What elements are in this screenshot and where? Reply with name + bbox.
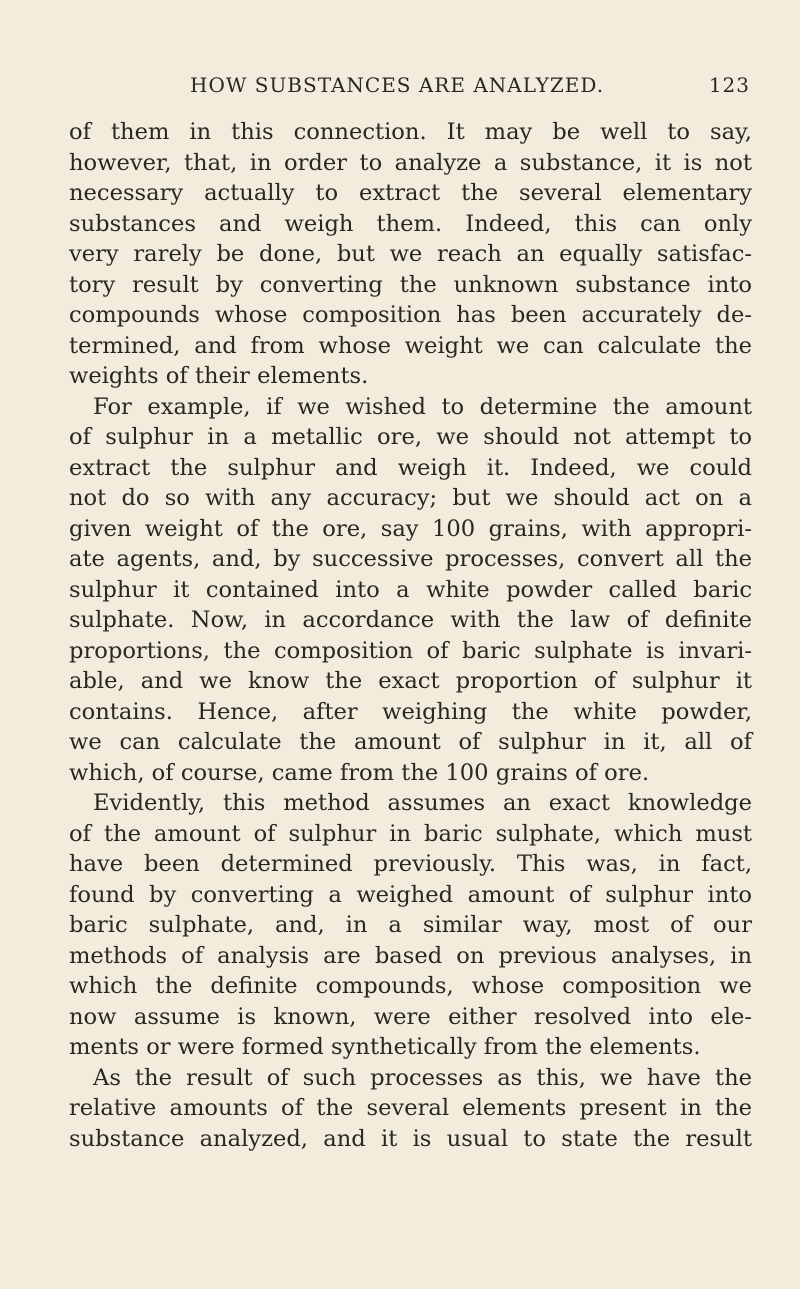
text-line: substance analyzed, and it is usual to state the result — [69, 1125, 752, 1152]
text-line: ments or were formed synthetically from the elements. — [69, 1034, 701, 1060]
text-line: baric sulphate, and, in a similar way, most of our — [69, 912, 752, 938]
text-line: of the amount of sulphur in baric sulphate, which must — [69, 820, 752, 847]
text-line: For example, if we wished to determine the amount — [93, 393, 752, 420]
text-line: very rarely be done, but we reach an equally satisfac- — [69, 241, 752, 267]
text-line: however, that, in order to analyze a substance, it is not — [69, 149, 752, 176]
text-line: we can calculate the amount of sulphur in it, all of — [69, 729, 752, 755]
text-line: now assume is known, were either resolved into ele- — [69, 1003, 752, 1030]
text-line: compounds whose composition has been accurately de- — [69, 302, 752, 328]
text-line: found by converting a weighed amount of sulphur into — [69, 881, 752, 908]
text-line: have been determined previously. This was, in fact, — [69, 851, 752, 877]
text-line: necessary actually to extract the several elementary — [69, 180, 752, 206]
text-line: proportions, the composition of baric sulphate is invari- — [69, 637, 752, 664]
text-line: Evidently, this method assumes an exact knowledge — [93, 790, 752, 816]
page-header — [190, 73, 750, 103]
text-line: which the definite compounds, whose composition we — [69, 973, 752, 999]
text-line: As the result of such processes as this, we have the — [93, 1064, 752, 1091]
text-line: of them in this connection. It may be well to say, — [69, 119, 752, 145]
text-line: tory result by converting the unknown substance into — [69, 271, 752, 298]
text-line: sulphate. Now, in accordance with the law of definite — [69, 607, 752, 633]
paragraph — [69, 1063, 752, 1155]
text-line: relative amounts of the several elements present in the — [69, 1095, 752, 1121]
paragraph — [69, 392, 752, 789]
text-line: contains. Hence, after weighing the white powder, — [69, 698, 752, 725]
text-line: termined, and from whose weight we can calculate the — [69, 332, 752, 359]
text-line: weights of their elements. — [69, 363, 369, 389]
text-line: extract the sulphur and weigh it. Indeed, we could — [69, 454, 752, 481]
text-line: substances and weigh them. Indeed, this can only — [69, 210, 752, 237]
running-head: HOW SUBSTANCES ARE ANALYZED. — [190, 73, 605, 97]
text-line: methods of analysis are based on previous analyses, in — [69, 942, 752, 969]
paragraph — [69, 117, 752, 392]
text-line: sulphur it contained into a white powder called baric — [69, 576, 752, 603]
text-line: ate agents, and, by successive processes, convert all the — [69, 546, 752, 572]
paragraph — [69, 788, 752, 1063]
text-line: given weight of the ore, say 100 grains, with appropri- — [69, 515, 752, 542]
text-line: able, and we know the exact proportion of sulphur it — [69, 668, 752, 694]
text-line: not do so with any accuracy; but we should act on a — [69, 485, 752, 511]
page-number: 123 — [708, 73, 750, 97]
body-text — [69, 117, 752, 1154]
text-line: which, of course, came from the 100 grains of ore. — [69, 759, 650, 786]
text-line: of sulphur in a metallic ore, we should not attempt to — [69, 424, 752, 450]
